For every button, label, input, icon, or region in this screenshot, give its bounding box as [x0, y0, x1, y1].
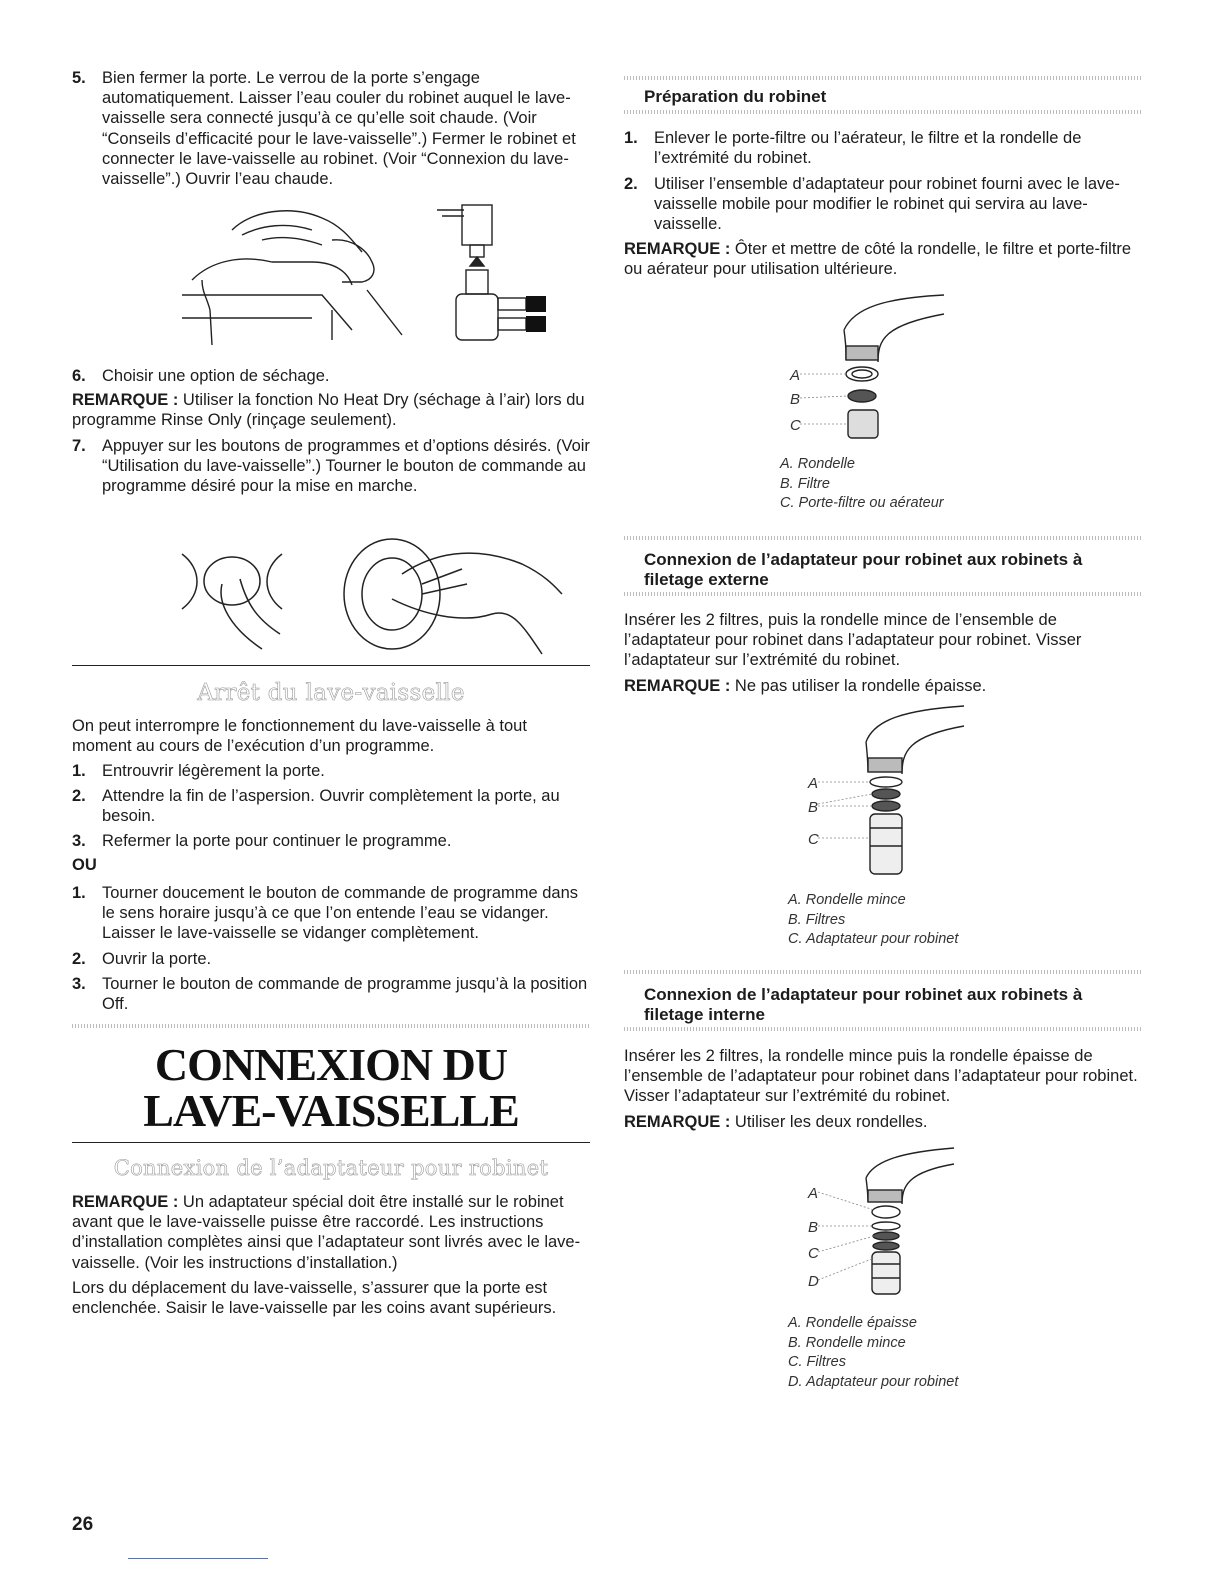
step-number: 2. — [72, 787, 86, 805]
hatch-divider — [624, 76, 1142, 80]
prep-step-2 — [624, 174, 1142, 235]
control-panel-illustration — [162, 534, 582, 664]
step-text: Refermer la porte pour continuer le programme. — [102, 832, 452, 850]
note-label: REMARQUE : — [624, 677, 731, 695]
note-text: Ne pas utiliser la rondelle épaisse. — [730, 677, 987, 695]
step-number: 2. — [624, 175, 638, 193]
fig3-letter-a: A — [808, 1185, 819, 1202]
step-number: 3. — [72, 975, 86, 993]
stop-step-b1 — [72, 883, 590, 944]
caption: B. Rondelle mince — [788, 1334, 906, 1351]
step-number: 3. — [72, 832, 86, 850]
moving-paragraph: Lors du déplacement du lave-vaisselle, s’assurer que la porte est enclenchée. Saisir le lave-vaisselle par les coins avant supérieurs. — [72, 1279, 557, 1318]
note-keep-parts — [624, 239, 1142, 279]
figure-washer-filter — [784, 290, 964, 450]
caption: A. Rondelle — [780, 456, 855, 472]
external-thread-heading: Connexion de l’adaptateur pour robinet aux robinets à filetage externe — [644, 550, 1083, 589]
note-text: Utiliser la fonction No Heat Dry (séchage à l’air) lors du programme Rinse Only (rinçage seulement). — [72, 391, 585, 430]
adapter-heading: Connexion de l’adaptateur pour robinet — [113, 1156, 549, 1180]
fig1-letter-a: A — [790, 367, 801, 384]
figure-internal-adapter — [804, 1148, 964, 1308]
fig2-letter-a: A — [808, 775, 819, 792]
step-number: 1. — [624, 129, 638, 147]
or-label: OU — [72, 856, 97, 874]
step-text: Attendre la fin de l’aspersion. Ouvrir complètement la porte, au besoin. — [102, 787, 560, 826]
stop-step-b3 — [72, 974, 590, 1014]
step-number: 5. — [72, 69, 86, 87]
step-text: Entrouvrir légèrement la porte. — [102, 762, 325, 780]
caption: B. Filtre — [780, 475, 830, 492]
fig3-letter-c: C — [808, 1245, 819, 1262]
fig2-letter-b: B — [808, 799, 819, 816]
section-title-line-1: CONNEXION DU — [154, 1039, 508, 1090]
stop-step-a1 — [72, 761, 590, 781]
prep-step-1 — [624, 128, 1142, 168]
fig3-letter-d: D — [808, 1273, 819, 1290]
step-text: Bien fermer la porte. Le verrou de la porte s’engage automatiquement. Laisser l’eau couler du robinet auquel le lave-vaisselle sera connecté jusqu’à ce qu’elle soit chaude. (Voir “Conseils d’efficacité pour le lave-vaisselle”.) Fermer le robinet et connecter le lave-vaisselle au robinet. (Voir “Connexion du lave-vaisselle”.) Ouvrir l’eau chaude. — [102, 69, 576, 189]
hatch-divider — [624, 536, 1142, 540]
step-text: Choisir une option de séchage. — [102, 367, 330, 385]
step-number: 1. — [72, 884, 86, 902]
note-text: Un adaptateur spécial doit être installé sur le robinet avant que le lave-vaisselle puisse être raccordé. Les instructions d’installation complètes ainsi que l’adaptateur sont livrés avec le lave-vaisselle. (Voir les instructions d’installation.) — [72, 1193, 581, 1272]
step-number: 1. — [72, 762, 86, 780]
fig1-letter-c: C — [790, 417, 801, 434]
step-number: 2. — [72, 950, 86, 968]
step-text: Ouvrir la porte. — [102, 950, 212, 968]
hatch-divider — [624, 592, 1142, 596]
note-label: REMARQUE : — [72, 1193, 179, 1211]
internal-thread-heading: Connexion de l’adaptateur pour robinet aux robinets à filetage interne — [644, 985, 1083, 1024]
step-text: Utiliser l’ensemble d’adaptateur pour robinet fourni avec le lave-vaisselle mobile pour modifier le robinet qui servira au lave-vaisselle. — [654, 175, 1120, 234]
step-text: Tourner le bouton de commande de programme jusqu’à la position Off. — [102, 975, 588, 1014]
stop-heading: Arrêt du lave-vaisselle — [197, 680, 465, 706]
note-rinse-only — [72, 390, 590, 430]
caption: C. Porte-filtre ou aérateur — [780, 495, 944, 511]
hatch-divider — [624, 970, 1142, 974]
caption: D. Adaptateur pour robinet — [788, 1373, 959, 1390]
caption: A. Rondelle mince — [788, 892, 906, 908]
note-text: Utiliser les deux rondelles. — [730, 1113, 928, 1131]
fig2-captions — [788, 891, 958, 950]
fig1-letter-b: B — [790, 391, 801, 408]
step-5 — [72, 68, 590, 189]
hatch-divider — [624, 110, 1142, 114]
step-text: Appuyer sur les boutons de programmes et d’options désirés. (Voir “Utilisation du lave-vaisselle”.) Tourner le bouton de commande au programme désiré pour la mise en marche. — [102, 437, 590, 496]
hatch-divider — [624, 1027, 1142, 1031]
stop-step-a3 — [72, 831, 590, 851]
caption: A. Rondelle épaisse — [788, 1315, 917, 1331]
section-divider — [72, 1142, 590, 1143]
fig3-letter-b: B — [808, 1219, 819, 1236]
external-thread-paragraph: Insérer les 2 filtres, puis la rondelle mince de l’ensemble de l’adaptateur pour robinet dans l’adaptateur pour robinet. Visser l’adaptateur sur l’extrémité du robinet. — [624, 611, 1082, 670]
section-divider — [72, 665, 590, 666]
fig1-captions — [780, 455, 944, 514]
step-number: 7. — [72, 437, 86, 455]
figure-external-adapter — [804, 706, 964, 886]
stop-step-a2 — [72, 786, 590, 826]
note-label: REMARQUE : — [624, 240, 731, 258]
prep-heading: Préparation du robinet — [644, 87, 827, 106]
step-6 — [72, 366, 590, 386]
stop-intro: On peut interrompre le fonctionnement du lave-vaisselle à tout moment au cours de l’exécution d’un programme. — [72, 717, 527, 756]
note-label: REMARQUE : — [624, 1113, 731, 1131]
stop-step-b2 — [72, 949, 590, 969]
caption: B. Filtres — [788, 911, 846, 928]
step-number: 6. — [72, 367, 86, 385]
hatch-divider — [72, 1024, 590, 1028]
step-text: Tourner doucement le bouton de commande de programme dans le sens horaire jusqu’à ce que l’on entende l’eau se vidanger. Laisser le lave-vaisselle se vidanger complètement. — [102, 884, 579, 943]
note-label: REMARQUE : — [72, 391, 179, 409]
step-7 — [72, 436, 590, 497]
page-number: 26 — [72, 1514, 94, 1535]
note-use-both-washers — [624, 1112, 1142, 1132]
note-text: Ôter et mettre de côté la rondelle, le filtre et porte-filtre ou aérateur pour utilisation ultérieure. — [624, 240, 1132, 279]
caption: C. Adaptateur pour robinet — [788, 931, 959, 947]
caption: C. Filtres — [788, 1354, 846, 1370]
fig3-captions — [788, 1314, 958, 1392]
footer-line — [128, 1558, 268, 1559]
note-no-thick-washer — [624, 676, 1142, 696]
note-special-adapter — [72, 1192, 590, 1273]
internal-thread-paragraph: Insérer les 2 filtres, la rondelle mince puis la rondelle épaisse de l’ensemble de l’adaptateur pour robinet dans l’adaptateur pour robinet. Visser l’adaptateur sur l’extrémité du robinet. — [624, 1047, 1138, 1106]
faucet-hand-illustration — [172, 200, 552, 350]
fig2-letter-c: C — [808, 831, 819, 848]
step-text: Enlever le porte-filtre ou l’aérateur, le filtre et la rondelle de l’extrémité du robinet. — [654, 129, 1082, 168]
section-title-line-2: LAVE-VAISSELLE — [143, 1085, 519, 1136]
